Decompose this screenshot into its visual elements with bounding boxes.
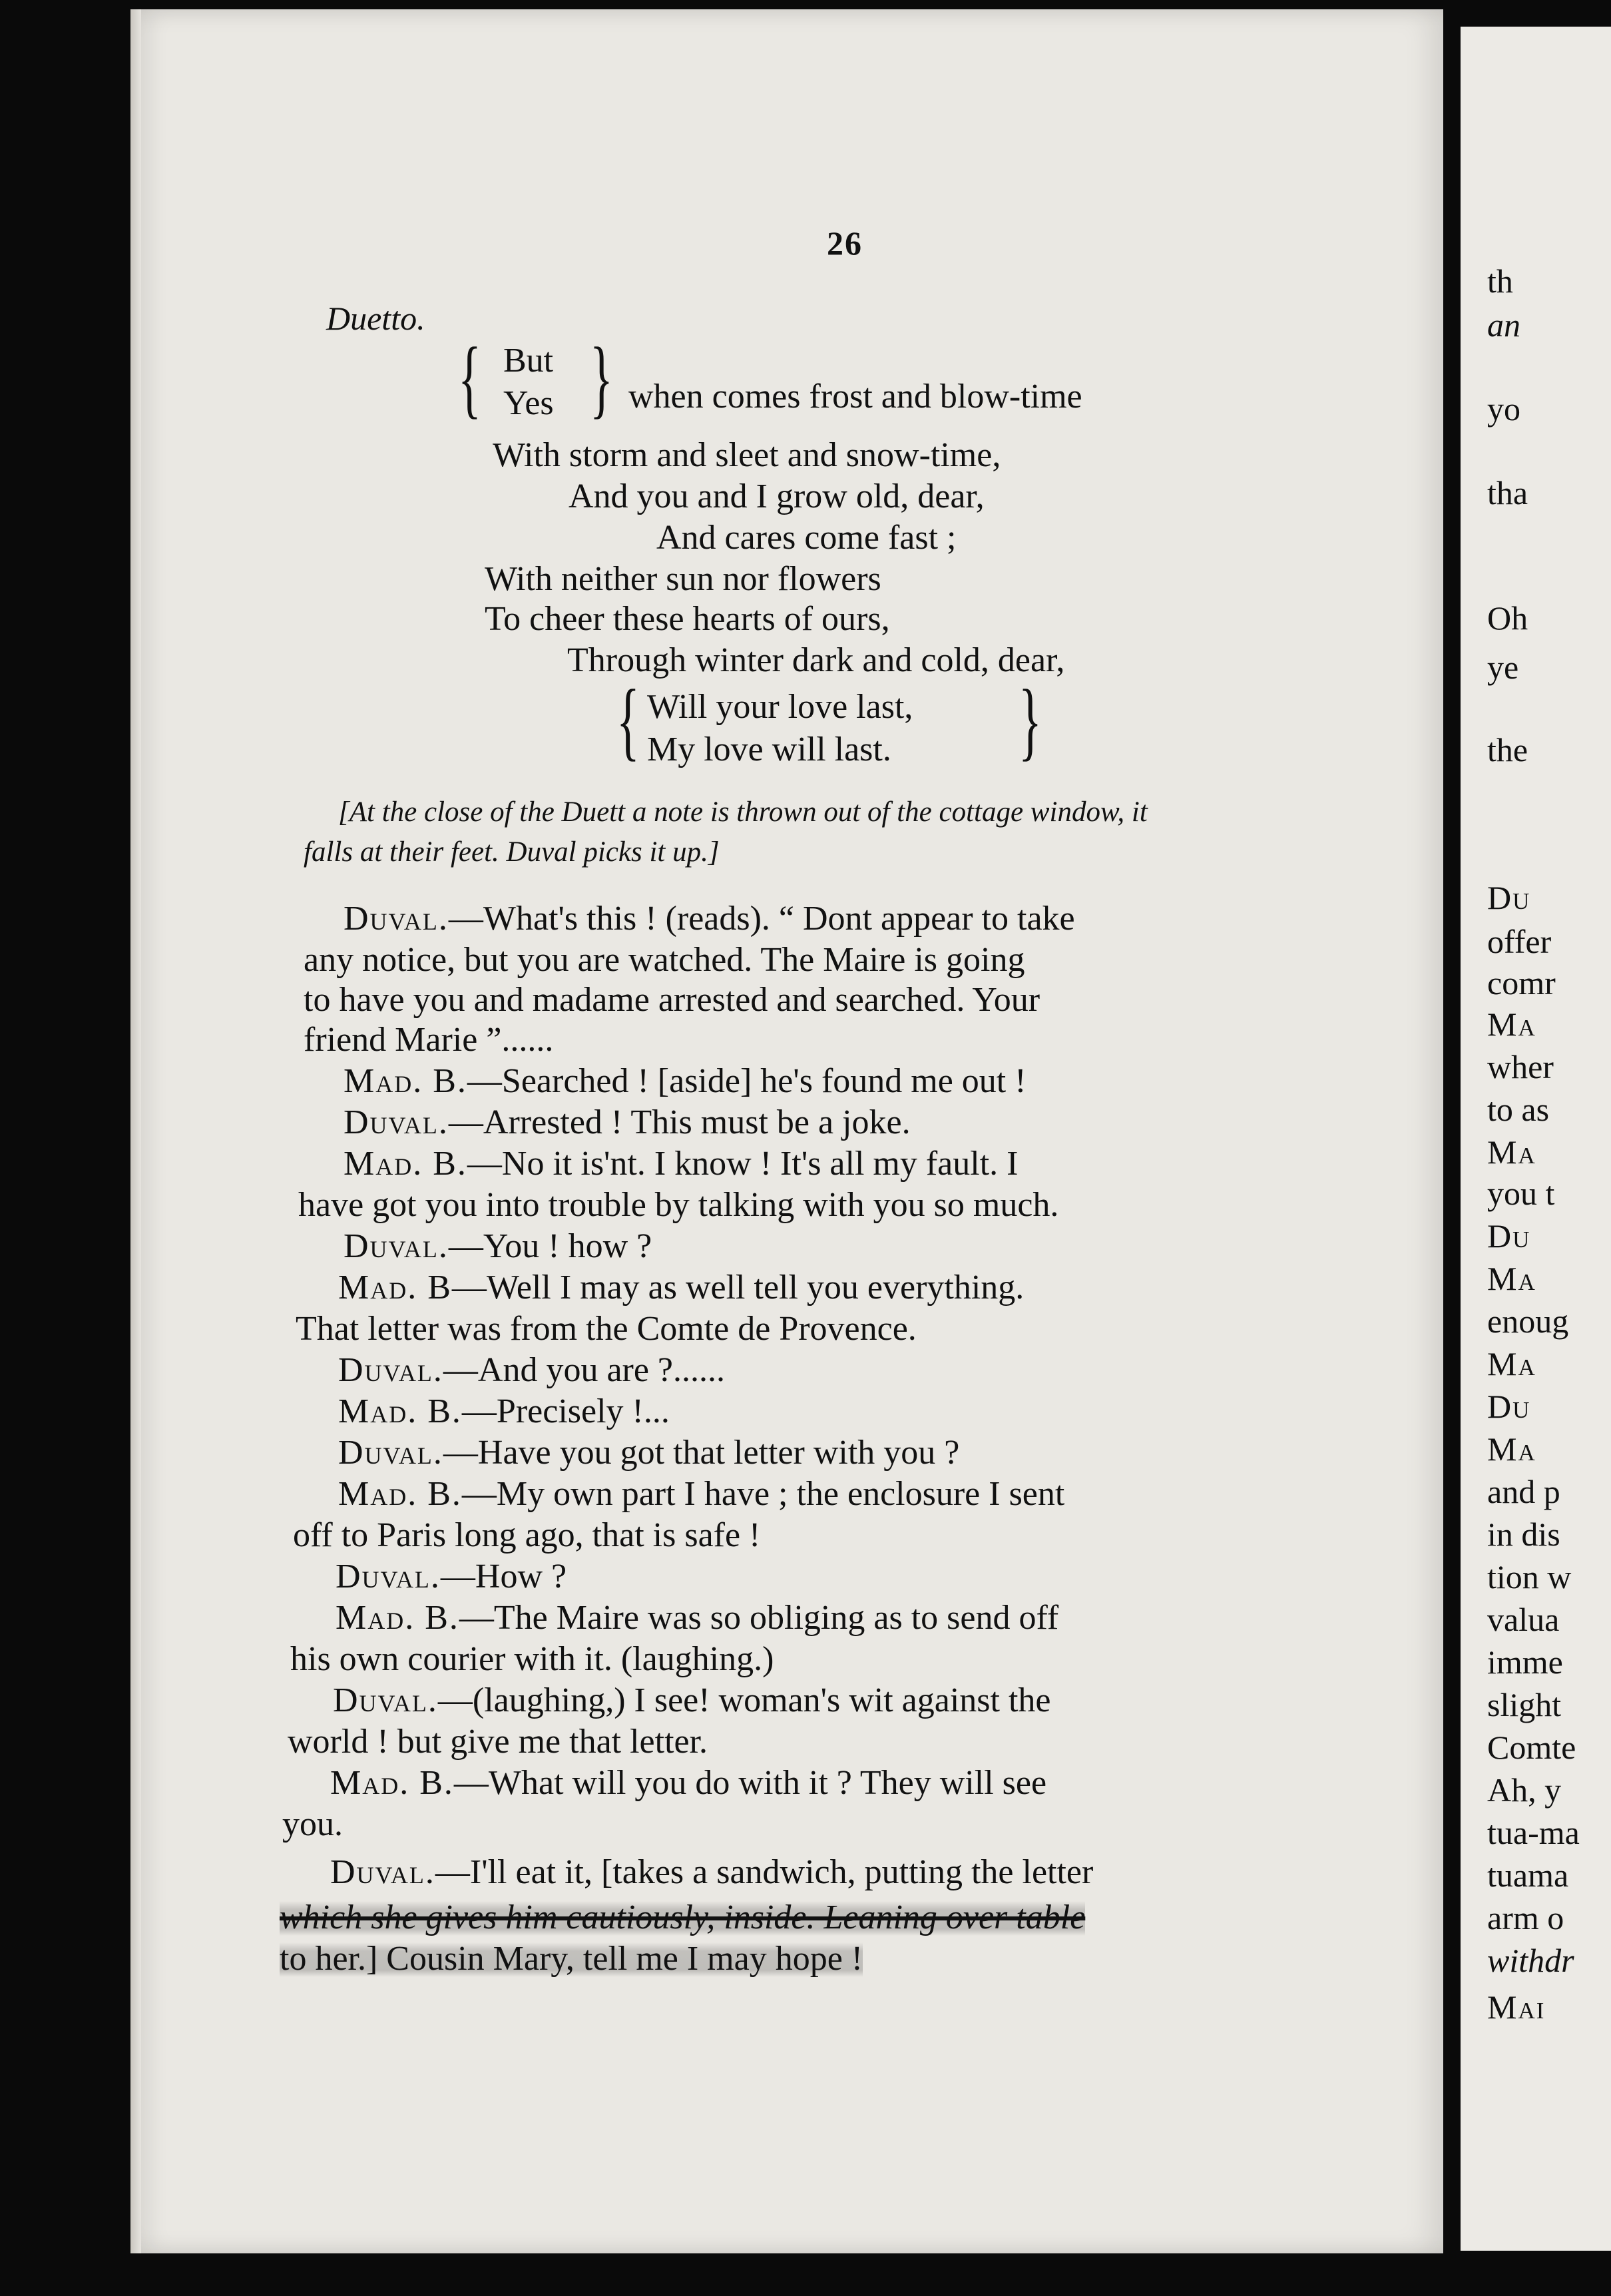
duet-line-4: And cares come fast ;	[656, 519, 957, 557]
right-brace: }	[590, 329, 613, 427]
right-fragment: enoug	[1487, 1302, 1569, 1340]
right-fragment: Ma	[1487, 1345, 1536, 1382]
duet-line-1: when comes frost and blow-time	[628, 378, 1082, 416]
dialogue-line: friend Marie ”......	[304, 1021, 554, 1059]
right-fragment: Du	[1487, 1217, 1531, 1255]
right-fragment: valua	[1487, 1601, 1560, 1638]
page-number: 26	[827, 224, 863, 262]
right-brace-2: }	[1019, 671, 1042, 769]
duet-line-8a: Will your love last,	[647, 688, 913, 726]
dialogue-line: Duval.—And you are ?......	[338, 1351, 726, 1389]
right-fragment: you t	[1487, 1175, 1555, 1212]
dialogue-line: off to Paris long ago, that is safe !	[293, 1516, 761, 1554]
dialogue-line: Duval.—You ! how ?	[344, 1227, 652, 1265]
right-fragment: Mai	[1487, 1988, 1546, 2026]
left-brace: {	[458, 329, 481, 427]
right-fragment: wher	[1487, 1048, 1554, 1085]
right-fragment: Ma	[1487, 1430, 1536, 1468]
dialogue-line: Mad. B.—No it is'nt. I know ! It's all my fault. I	[344, 1145, 1019, 1183]
right-fragment: Ma	[1487, 1005, 1536, 1043]
right-fragment: to as	[1487, 1091, 1550, 1128]
dialogue-line: Duval.—How ?	[336, 1558, 567, 1595]
dialogue-line: Mad. B—Well I may as well tell you everything.	[338, 1269, 1025, 1306]
right-fragment: withdr	[1487, 1942, 1574, 1979]
dialogue-line: to have you and madame arrested and searched. Your	[304, 981, 1040, 1019]
dialogue-line: That letter was from the Comte de Provence.	[296, 1310, 917, 1348]
right-fragment: comr	[1487, 964, 1556, 1002]
right-fragment: Oh	[1487, 599, 1528, 637]
dialogue-line: world ! but give me that letter.	[288, 1723, 708, 1761]
right-fragment: tion w	[1487, 1558, 1572, 1595]
right-fragment: in dis	[1487, 1516, 1560, 1553]
dialogue-line-highlighted: to her.] Cousin Mary, tell me I may hope !	[280, 1940, 863, 1978]
duet-yes: Yes	[503, 384, 554, 422]
right-fragment: the	[1487, 731, 1528, 768]
right-fragment: Du	[1487, 1388, 1531, 1425]
right-fragment: tua-ma	[1487, 1814, 1580, 1851]
dialogue-line: Mad. B.—Precisely !...	[338, 1392, 670, 1430]
duet-but: But	[503, 342, 554, 380]
duet-line-5: With neither sun nor flowers	[485, 560, 881, 598]
right-fragment: slight	[1487, 1686, 1562, 1723]
right-fragment: tha	[1487, 474, 1528, 511]
dialogue-line: Mad. B.—Searched ! [aside] he's found me out !	[344, 1062, 1027, 1100]
dialogue-line: you.	[282, 1805, 343, 1843]
duet-line-6: To cheer these hearts of ours,	[485, 600, 890, 638]
duet-line-2: With storm and sleet and snow-time,	[493, 436, 1001, 474]
stage-direction-line-2: falls at their feet. Duval picks it up.]	[304, 836, 720, 868]
dialogue-line: Duval.—Have you got that letter with you ?	[338, 1434, 960, 1472]
dialogue-line: Duval.—What's this ! (reads). “ Dont appear to take	[344, 900, 1075, 938]
dialogue-line: Mad. B.—My own part I have ; the enclosure I sent	[338, 1475, 1065, 1513]
right-fragment: an	[1487, 306, 1520, 344]
right-fragment: Comte	[1487, 1729, 1576, 1766]
dialogue-line: Duval.—(laughing,) I see! woman's wit against the	[333, 1681, 1051, 1719]
right-fragment: tuama	[1487, 1857, 1569, 1894]
dialogue-line: Mad. B.—What will you do with it ? They will see	[330, 1764, 1047, 1802]
right-fragment: Du	[1487, 879, 1531, 916]
dialogue-line: Duval.—I'll eat it, [takes a sandwich, putting the letter	[330, 1853, 1094, 1891]
right-fragment: yo	[1487, 390, 1520, 428]
duetto-heading: Duetto.	[326, 300, 425, 337]
right-fragment: and p	[1487, 1473, 1560, 1510]
dialogue-line: any notice, but you are watched. The Maire is going	[304, 941, 1025, 979]
right-fragment: th	[1487, 262, 1513, 300]
dialogue-line: his own courier with it. (laughing.)	[290, 1640, 774, 1678]
stage-direction-line-1: [At the close of the Duett a note is thrown out of the cottage window, it	[338, 796, 1148, 828]
duet-line-3: And you and I grow old, dear,	[569, 477, 985, 515]
right-fragment: arm o	[1487, 1899, 1564, 1936]
duet-line-7: Through winter dark and cold, dear,	[567, 641, 1065, 679]
dialogue-line: Mad. B.—The Maire was so obliging as to send off	[336, 1599, 1059, 1637]
right-fragment: Ma	[1487, 1133, 1536, 1171]
right-fragment: Ah, y	[1487, 1771, 1562, 1809]
right-fragment: offer	[1487, 923, 1552, 960]
dialogue-line-highlighted: which she gives him cautiously, inside. Leaning over table	[280, 1898, 1086, 1936]
dialogue-line: Duval.—Arrested ! This must be a joke.	[344, 1103, 911, 1141]
right-fragment: imme	[1487, 1643, 1563, 1681]
dialogue-line: have got you into trouble by talking with you so much.	[298, 1186, 1059, 1224]
right-fragment: ye	[1487, 649, 1519, 686]
left-brace-2: {	[616, 671, 640, 769]
right-fragment: Ma	[1487, 1260, 1536, 1297]
duet-line-8b: My love will last.	[647, 730, 891, 768]
